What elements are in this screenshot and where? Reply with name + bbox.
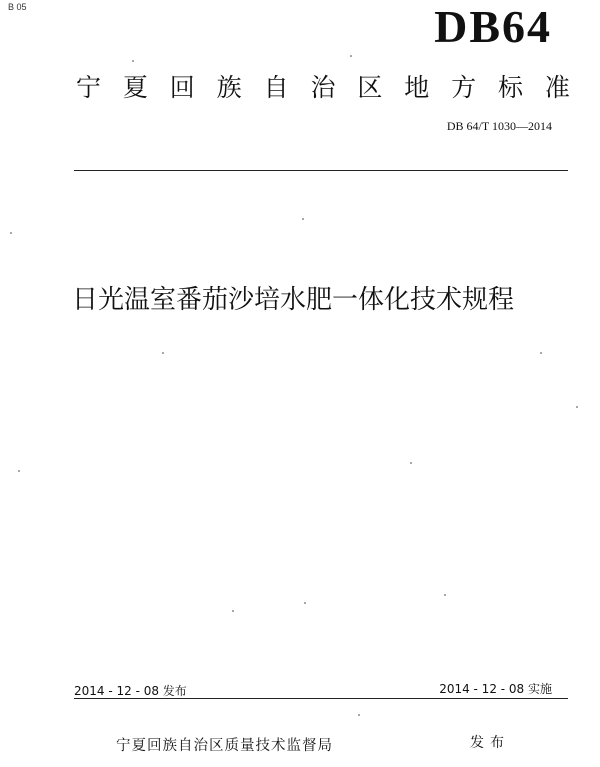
standard-type-char: 准 xyxy=(544,73,570,102)
scan-speck xyxy=(162,352,164,354)
document-title: 日光温室番茄沙培水肥一体化技术规程 xyxy=(72,285,515,315)
scan-speck xyxy=(576,406,578,408)
standard-number: DB 64/T 1030—2014 xyxy=(446,119,552,133)
scan-speck xyxy=(132,60,134,62)
standard-type-char: 回 xyxy=(169,73,195,102)
header-divider xyxy=(74,170,568,171)
footer-divider xyxy=(74,698,568,699)
issue-date: 2014 - 12 - 08 发布 xyxy=(74,684,187,698)
issuing-authority: 宁夏回族自治区质量技术监督局 xyxy=(116,738,333,754)
scan-speck xyxy=(350,55,352,57)
scan-speck xyxy=(444,594,446,596)
standard-type-char: 宁 xyxy=(76,73,102,102)
standard-type-char: 标 xyxy=(498,73,524,102)
standard-type-char: 地 xyxy=(404,73,430,102)
standard-type-char: 自 xyxy=(263,73,289,102)
standard-logo: DB64 xyxy=(434,1,552,52)
scan-speck xyxy=(410,462,412,464)
scan-speck xyxy=(302,218,304,220)
publish-label: 发布 xyxy=(470,735,510,751)
ccs-classification-code: B 05 xyxy=(8,2,27,12)
scan-speck xyxy=(358,714,360,716)
scan-speck xyxy=(18,470,20,472)
standard-type-char: 治 xyxy=(310,73,336,102)
standard-type-char: 夏 xyxy=(122,73,148,102)
standard-type-char: 区 xyxy=(357,73,383,102)
standard-type-char: 族 xyxy=(216,73,242,102)
scan-speck xyxy=(10,232,12,234)
scan-speck xyxy=(232,610,234,612)
scan-speck xyxy=(540,352,542,354)
standard-type-heading xyxy=(76,72,570,104)
standard-type-char: 方 xyxy=(451,73,477,102)
scan-speck xyxy=(304,602,306,604)
implementation-date: 2014 - 12 - 08 实施 xyxy=(439,682,552,696)
